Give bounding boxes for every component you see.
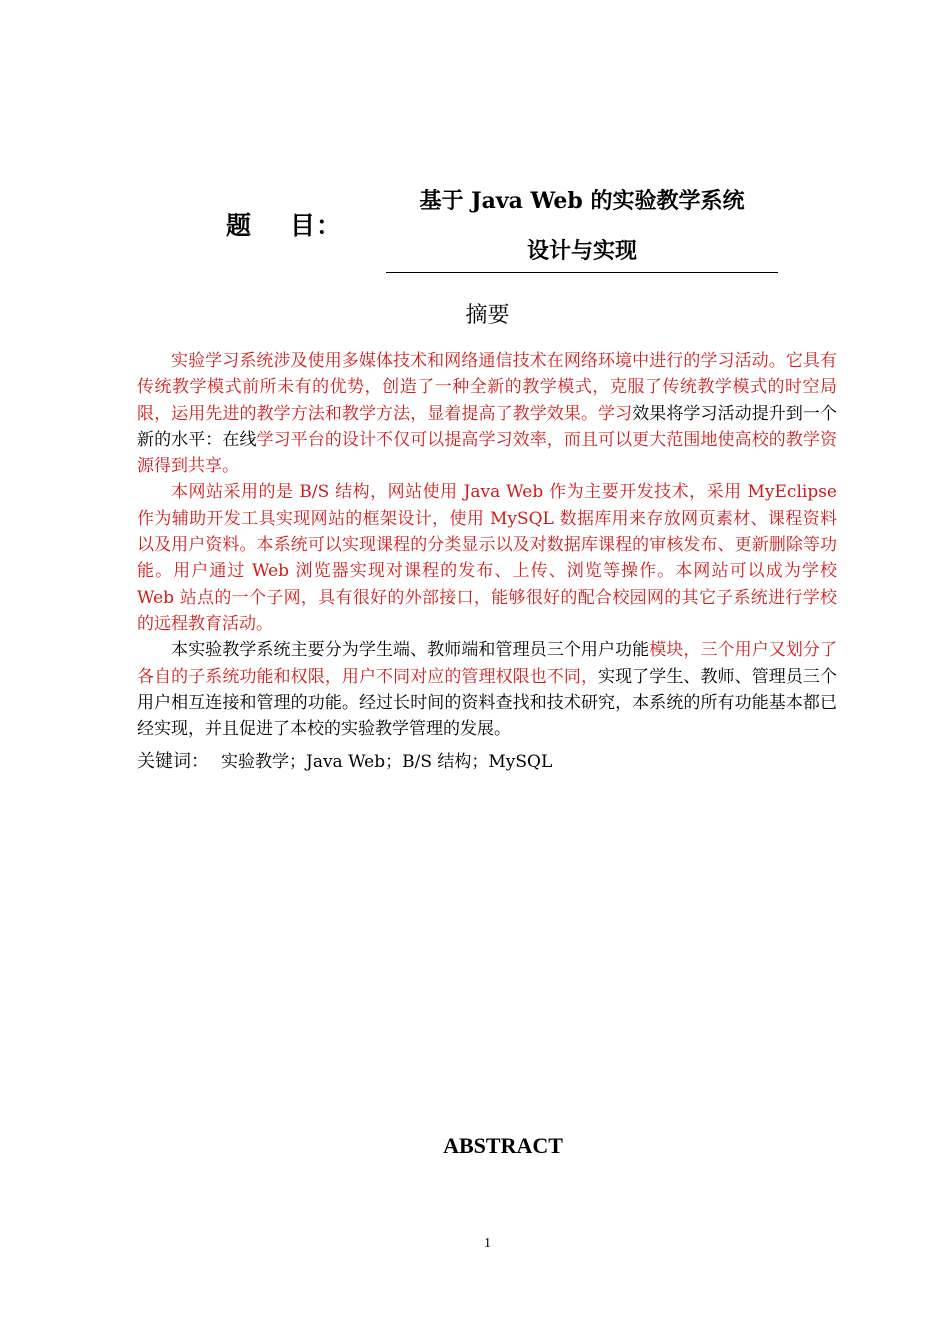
- thesis-title-line1: 基于 Java Web 的实验教学系统: [419, 188, 745, 214]
- abstract-paragraph-3: [137, 637, 837, 742]
- title-underline: [386, 272, 778, 273]
- page-number: 1: [484, 1236, 491, 1251]
- abstract-body: [137, 348, 837, 742]
- abstract-p3-black-1: 本实验教学系统主要分为学生端、教师端和管理员三个用户功能: [171, 640, 650, 661]
- title-label: [226, 206, 342, 242]
- abstract-paragraph-1: [137, 348, 837, 479]
- title-label-char2: 目：: [290, 211, 343, 240]
- keywords-line: [137, 747, 552, 773]
- abstract-p1-red-1: 实验学习系统涉及使用多媒体技术和网络通信技术在网络环境中进行的学习活动。它具有传统教学模式前所未有的优势，创造了一种全新的教学模式，克服了传统教学模式的时空局限，运用先进的教学方法和教学方法，显着提高了教学效果。学习: [137, 351, 837, 424]
- abstract-p3-red: 模块，三个用户又划分了各自的子系统功能和权限，用户不同对应的管理权限也不同，: [137, 640, 838, 687]
- abstract-paragraph-2: 本网站采用的是 B/S 结构，网站使用 Java Web 作为主要开发技术，采用 MyEclipse 作为辅助开发工具实现网站的框架设计，使用 MySQL 数据库用来存放网页素材、课程资料以及用户资料。本系统可以实现课程的分类显示以及对数据库课程的审核发布、更新删除等功能。用户通过 Web 浏览器实现对课程的发布、上传、浏览等操作。本网站可以成为学校 Web 站点的一个子网，具有很好的外部接口，能够很好的配合校园网的其它子系统进行学校的远程教育活动。: [137, 482, 837, 634]
- abstract-heading: 摘要: [465, 303, 510, 328]
- title-label-char1: 题: [226, 211, 253, 240]
- abstract-p1-black: 效果将学习活动提升到一个新的水平：在线: [137, 403, 838, 450]
- thesis-title-line2: 设计与实现: [526, 238, 637, 264]
- english-abstract-heading: ABSTRACT: [443, 1133, 563, 1158]
- abstract-p1-red-2: 学习平台的设计不仅可以提高学习效率，而且可以更大范围地使高校的教学资源得到共享。: [137, 429, 838, 477]
- keywords-label: 关键词：: [137, 751, 209, 772]
- keywords-value: 实验教学；Java Web；B/S 结构；MySQL: [221, 752, 553, 772]
- abstract-p3-black-2: 实现了学生、教师、管理员三个用户相互连接和管理的功能。经过长时间的资料查找和技术研究，本系统的所有功能基本都已经实现，并且促进了本校的实验教学管理的发展。: [137, 666, 838, 740]
